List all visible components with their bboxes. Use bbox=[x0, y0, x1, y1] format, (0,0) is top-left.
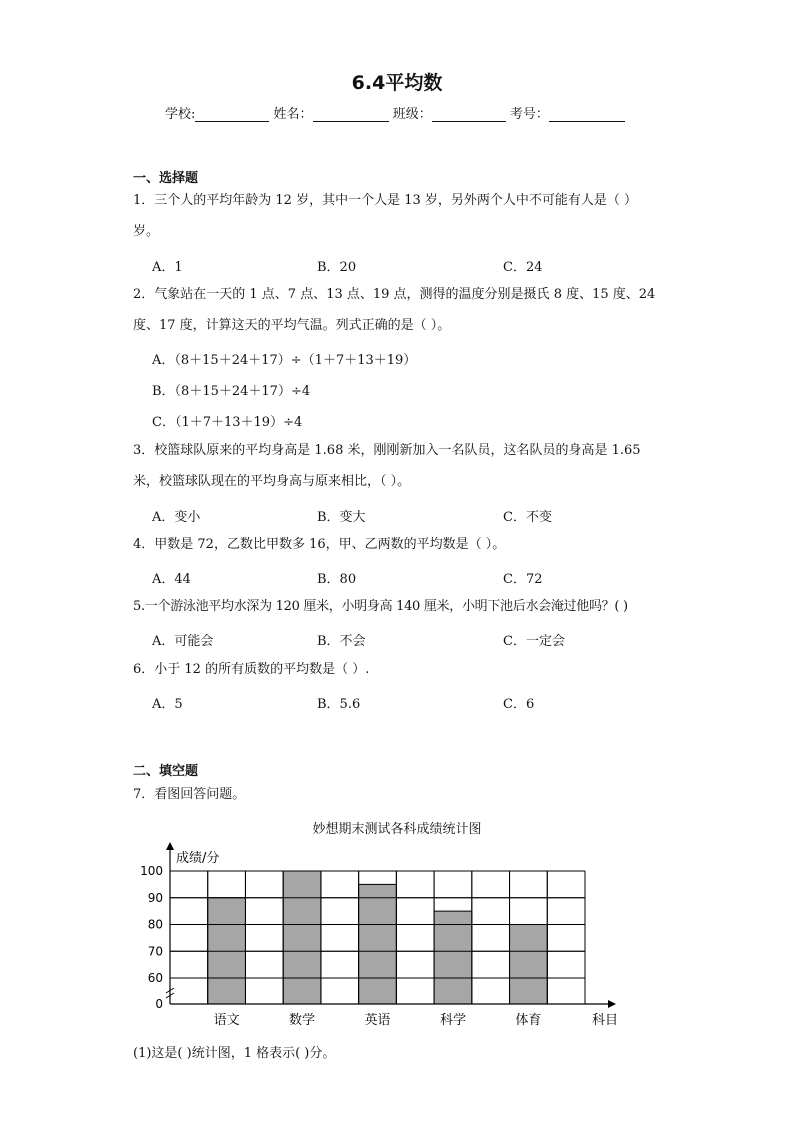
number-blank bbox=[549, 108, 625, 122]
question-5-option-b: B．不会 bbox=[317, 634, 366, 649]
school-label: 学校: bbox=[165, 107, 196, 122]
bar-5 bbox=[510, 925, 548, 1005]
question-2-option-c: C．（1＋7＋13＋19）÷4 bbox=[152, 415, 303, 430]
question-3-text-cont: 米，校篮球队现在的平均身高与原来相比，（ ）。 bbox=[133, 474, 411, 489]
x-axis-arrow bbox=[608, 1000, 616, 1008]
question-2-option-b: B．（8＋15＋24＋17）÷4 bbox=[152, 384, 311, 399]
question-1-text-cont: 岁。 bbox=[133, 224, 160, 239]
school-blank bbox=[195, 108, 269, 122]
y-tick-label: 80 bbox=[147, 917, 163, 932]
x-category-labels bbox=[214, 1012, 542, 1028]
student-info bbox=[165, 103, 625, 122]
question-5-option-a: A．可能会 bbox=[152, 634, 214, 649]
question-6-option-c: C．6 bbox=[503, 697, 535, 712]
question-6-option-b: B．5.6 bbox=[317, 697, 361, 712]
question-2-text-cont: 度、17 度，计算这天的平均气温。列式正确的是（ ）。 bbox=[133, 318, 451, 333]
x-axis-label: 科目 bbox=[592, 1013, 619, 1028]
question-2-option-a: A．（8＋15＋24＋17）÷（1＋7＋13＋19） bbox=[152, 353, 417, 368]
x-tick-label: 数学 bbox=[289, 1013, 316, 1028]
question-3-text: 3．校篮球队原来的平均身高是 1.68 米，刚刚新加入一名队员，这名队员的身高是 1.65 bbox=[133, 443, 641, 458]
bar-4 bbox=[434, 911, 472, 1004]
y-tick-label: 100 bbox=[140, 864, 163, 878]
class-blank bbox=[432, 108, 506, 122]
y-axis-arrow bbox=[166, 842, 174, 850]
name-label: 姓名： bbox=[273, 107, 313, 122]
chart-bars bbox=[208, 871, 548, 1004]
question-7-text: 7．看图回答问题。 bbox=[133, 787, 246, 802]
y-tick-labels bbox=[140, 864, 163, 1011]
question-6-option-a: A．5 bbox=[152, 697, 183, 712]
y-tick-label: 90 bbox=[147, 890, 163, 905]
y-tick-label: 70 bbox=[147, 944, 163, 959]
y-tick-label: 0 bbox=[155, 997, 163, 1011]
question-1-option-a: A．1 bbox=[152, 260, 183, 275]
question-1-text: 1．三个人的平均年龄为 12 岁，其中一个人是 13 岁，另外两个人中不可能有人是（ ） bbox=[133, 193, 638, 208]
question-1-option-b: B．20 bbox=[317, 260, 357, 275]
name-blank bbox=[313, 108, 389, 122]
question-4-option-a: A．44 bbox=[152, 572, 191, 587]
bar-3 bbox=[359, 884, 397, 1004]
y-tick-label: 60 bbox=[147, 971, 163, 985]
section-fill-heading: 二、填空题 bbox=[133, 764, 199, 779]
question-5-text: 5.一个游泳池平均水深为 120 厘米，小明身高 140 厘米，小明下池后水会淹过他吗？( ) bbox=[133, 599, 628, 614]
chart-title: 妙想期末测试各科成绩统计图 bbox=[312, 822, 482, 837]
bar-chart bbox=[130, 840, 650, 1040]
x-tick-label: 科学 bbox=[439, 1013, 466, 1028]
question-2-text: 2．气象站在一天的 1 点、7 点、13 点、19 点，测得的温度分别是摄氏 8 度、15 度、24 bbox=[133, 287, 656, 302]
x-tick-label: 体育 bbox=[515, 1013, 542, 1028]
question-5-option-c: C．一定会 bbox=[503, 634, 565, 649]
question-4-text: 4．甲数是 72，乙数比甲数多 16，甲、乙两数的平均数是（ ）。 bbox=[133, 537, 506, 552]
x-tick-label: 英语 bbox=[364, 1013, 391, 1028]
question-6-text: 6．小于 12 的所有质数的平均数是（ ）. bbox=[133, 662, 370, 677]
page-title: 6.4平均数 bbox=[351, 72, 443, 94]
question-3-option-b: B．变大 bbox=[317, 510, 366, 525]
bar-2 bbox=[283, 871, 321, 1004]
question-7-sub-1: (1)这是( )统计图，1 格表示( )分。 bbox=[133, 1046, 336, 1061]
question-4-option-c: C．72 bbox=[503, 572, 543, 587]
question-3-option-c: C．不变 bbox=[503, 510, 552, 525]
section-choice-heading: 一、选择题 bbox=[133, 171, 199, 186]
x-tick-label: 语文 bbox=[213, 1013, 240, 1028]
question-3-option-a: A．变小 bbox=[152, 510, 201, 525]
question-1-option-c: C．24 bbox=[503, 260, 543, 275]
y-axis-label: 成绩/分 bbox=[176, 851, 220, 866]
question-4-option-b: B．80 bbox=[317, 572, 357, 587]
class-label: 班级： bbox=[392, 107, 432, 122]
number-label: 考号： bbox=[509, 107, 549, 122]
